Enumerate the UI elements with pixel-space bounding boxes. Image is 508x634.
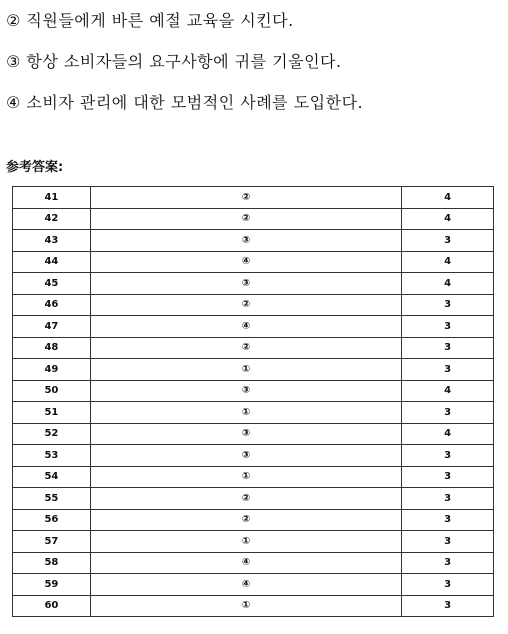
answer-cell: ③ [90, 273, 401, 295]
score-cell: 3 [402, 509, 494, 531]
question-number-cell: 60 [13, 595, 91, 617]
table-row [13, 316, 494, 338]
question-number-cell: 48 [13, 337, 91, 359]
answer-cell: ② [90, 509, 401, 531]
option-list [6, 6, 363, 129]
score-cell: 4 [402, 423, 494, 445]
answer-cell: ④ [90, 251, 401, 273]
score-cell: 4 [402, 208, 494, 230]
answer-cell: ④ [90, 552, 401, 574]
answer-cell: ② [90, 208, 401, 230]
table-row [13, 595, 494, 617]
answer-cell: ① [90, 359, 401, 381]
table-row [13, 488, 494, 510]
score-cell: 3 [402, 230, 494, 252]
table-row [13, 273, 494, 295]
score-cell: 3 [402, 402, 494, 424]
answer-cell: ② [90, 294, 401, 316]
question-number-cell: 53 [13, 445, 91, 467]
score-cell: 3 [402, 574, 494, 596]
question-number-cell: 57 [13, 531, 91, 553]
answer-table-body [13, 187, 494, 617]
table-row [13, 402, 494, 424]
score-cell: 3 [402, 488, 494, 510]
answers-heading: 参考答案: [6, 160, 64, 175]
answer-cell: ④ [90, 316, 401, 338]
answer-cell: ① [90, 531, 401, 553]
answer-cell: ③ [90, 423, 401, 445]
table-row [13, 466, 494, 488]
question-number-cell: 47 [13, 316, 91, 338]
question-number-cell: 55 [13, 488, 91, 510]
score-cell: 4 [402, 187, 494, 209]
answer-cell: ② [90, 187, 401, 209]
table-row [13, 509, 494, 531]
score-cell: 3 [402, 359, 494, 381]
question-number-cell: 50 [13, 380, 91, 402]
score-cell: 4 [402, 380, 494, 402]
score-cell: 3 [402, 294, 494, 316]
table-row [13, 294, 494, 316]
question-number-cell: 51 [13, 402, 91, 424]
answer-cell: ④ [90, 574, 401, 596]
score-cell: 3 [402, 316, 494, 338]
question-number-cell: 56 [13, 509, 91, 531]
score-cell: 3 [402, 445, 494, 467]
question-number-cell: 49 [13, 359, 91, 381]
question-number-cell: 41 [13, 187, 91, 209]
answer-table [12, 186, 494, 617]
option-2: ② 직원들에게 바른 예절 교육을 시킨다. [6, 11, 294, 30]
answer-cell: ① [90, 466, 401, 488]
answer-cell: ③ [90, 380, 401, 402]
question-number-cell: 44 [13, 251, 91, 273]
option-3: ③ 항상 소비자들의 요구사항에 귀를 기울인다. [6, 52, 342, 71]
answer-cell: ③ [90, 445, 401, 467]
table-row [13, 337, 494, 359]
score-cell: 3 [402, 466, 494, 488]
table-row [13, 230, 494, 252]
question-number-cell: 58 [13, 552, 91, 574]
score-cell: 3 [402, 531, 494, 553]
answer-cell: ① [90, 402, 401, 424]
score-cell: 3 [402, 337, 494, 359]
answer-cell: ③ [90, 230, 401, 252]
table-row [13, 251, 494, 273]
question-number-cell: 59 [13, 574, 91, 596]
question-number-cell: 46 [13, 294, 91, 316]
question-number-cell: 45 [13, 273, 91, 295]
table-row [13, 359, 494, 381]
table-row [13, 445, 494, 467]
table-row [13, 423, 494, 445]
table-row [13, 380, 494, 402]
score-cell: 4 [402, 273, 494, 295]
table-row [13, 531, 494, 553]
score-cell: 3 [402, 595, 494, 617]
question-number-cell: 42 [13, 208, 91, 230]
table-row [13, 187, 494, 209]
answer-cell: ② [90, 488, 401, 510]
table-row [13, 208, 494, 230]
question-number-cell: 43 [13, 230, 91, 252]
question-number-cell: 54 [13, 466, 91, 488]
answer-cell: ① [90, 595, 401, 617]
table-row [13, 574, 494, 596]
answer-cell: ② [90, 337, 401, 359]
score-cell: 4 [402, 251, 494, 273]
question-number-cell: 52 [13, 423, 91, 445]
table-row [13, 552, 494, 574]
option-4: ④ 소비자 관리에 대한 모범적인 사례를 도입한다. [6, 93, 364, 112]
score-cell: 3 [402, 552, 494, 574]
